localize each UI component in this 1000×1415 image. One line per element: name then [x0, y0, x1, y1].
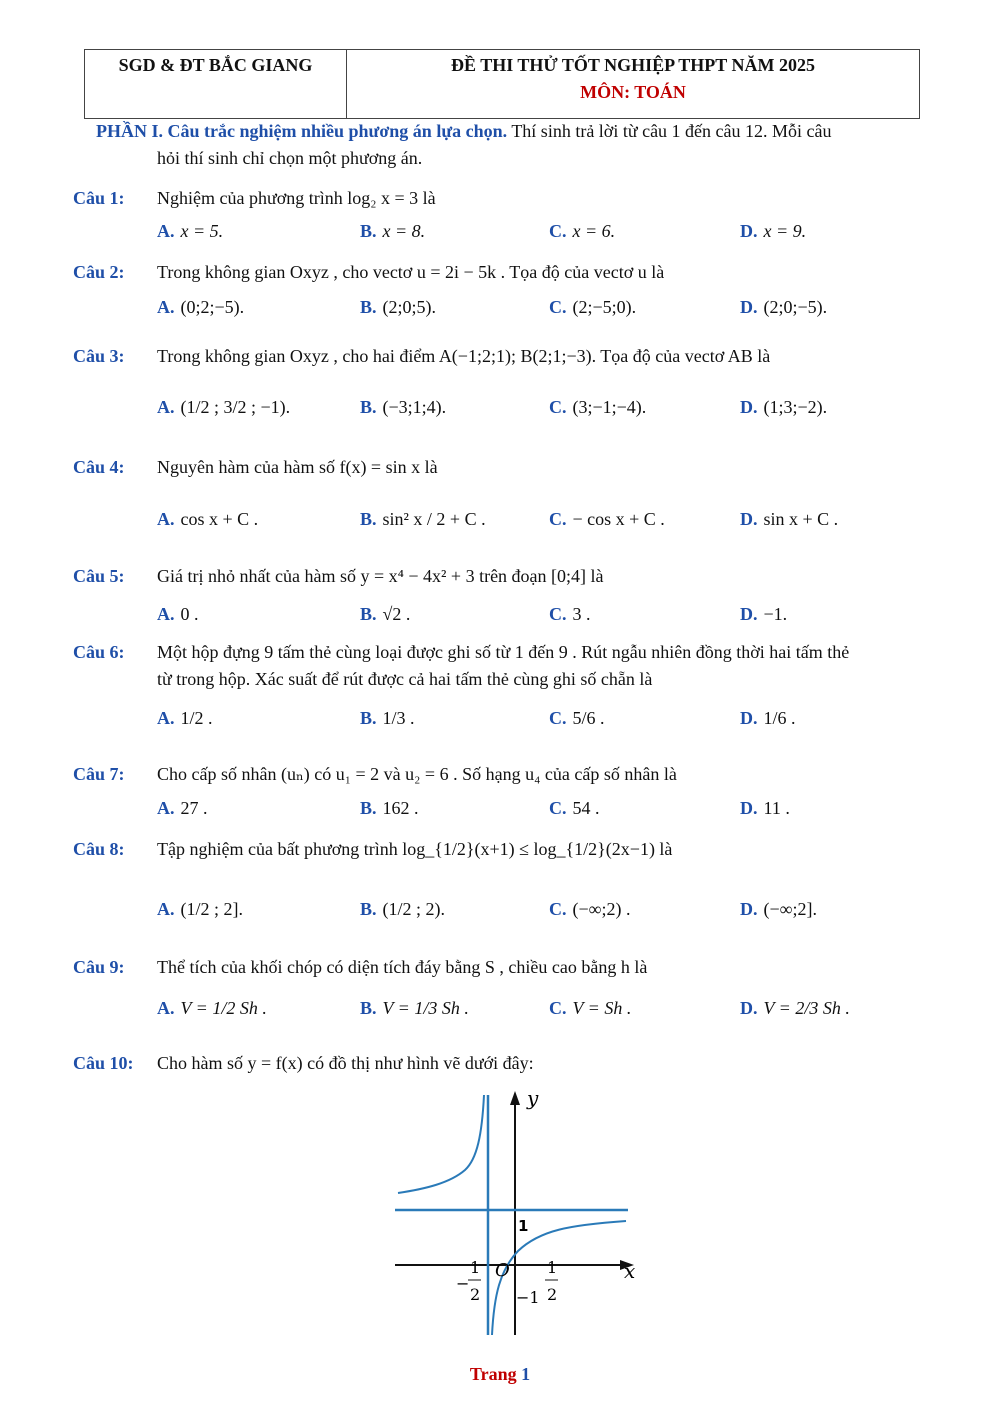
q6-number: Câu 6: — [73, 642, 125, 662]
q5-option-b: B. √2 . — [360, 604, 411, 624]
q4-option-d: D. sin x + C . — [740, 509, 839, 529]
q1-text: Nghiệm của phương trình log₂ x = 3 là — [157, 188, 436, 208]
q8-option-c: C. (−∞;2) . — [549, 899, 631, 919]
x-label: x — [624, 1259, 636, 1283]
minus-half-num: 1 — [470, 1258, 481, 1277]
q4-option-c: C. − cos x + C . — [549, 509, 665, 529]
q9-number: Câu 9: — [73, 957, 125, 977]
q9-option-d: D. V = 2/3 Sh . — [740, 998, 850, 1018]
origin-label: O — [495, 1260, 510, 1281]
q8-text: Tập nghiệm của bất phương trình log_{1/2}(x+1) ≤ log_{1/2}(2x−1) là — [157, 839, 673, 859]
q8-option-a: A. (1/2 ; 2]. — [157, 899, 243, 919]
q2-text: Trong không gian Oxyz , cho vectơ u = 2i − 5k . Tọa độ của vectơ u là — [157, 262, 665, 282]
q6-text2: từ trong hộp. Xác suất để rút được cả hai tấm thẻ cùng ghi số chẵn là — [157, 669, 653, 689]
page-word: Trang — [469, 1364, 517, 1384]
org-name: SGD & ĐT BẮC GIANG — [85, 50, 347, 118]
q6-option-d: D. 1/6 . — [740, 708, 796, 728]
q9-text: Thể tích của khối chóp có diện tích đáy bằng S , chiều cao bằng h là — [157, 957, 648, 977]
subject: MÔN: TOÁN — [580, 82, 686, 102]
q5-number: Câu 5: — [73, 566, 125, 586]
q2-option-d: D. (2;0;−5). — [740, 297, 828, 317]
q1-option-a: A. x = 5. — [157, 221, 224, 241]
y-axis-arrow — [510, 1091, 520, 1105]
q8-option-b: B. (1/2 ; 2). — [360, 899, 446, 919]
q10-number: Câu 10: — [73, 1053, 134, 1073]
q8-option-d: D. (−∞;2]. — [740, 899, 817, 919]
q7-text: Cho cấp số nhân (uₙ) có u₁ = 2 và u₂ = 6 . Số hạng u₄ của cấp số nhân là — [157, 764, 677, 784]
q1-number: Câu 1: — [73, 188, 125, 208]
minus-half-sign: − — [456, 1274, 470, 1293]
q4-number: Câu 4: — [73, 457, 125, 477]
q3-text: Trong không gian Oxyz , cho hai điểm A(−1;2;1); B(2;1;−3). Tọa độ của vectơ AB là — [157, 346, 771, 366]
part1-instr1: Thí sinh trả lời từ câu 1 đến câu 12. Mỗi câu — [507, 121, 832, 141]
q7-option-d: D. 11 . — [740, 798, 790, 818]
q3-option-b: B. (−3;1;4). — [360, 397, 447, 417]
half-num: 1 — [547, 1258, 558, 1277]
half-den: 2 — [547, 1285, 558, 1304]
page-number: 1 — [521, 1364, 531, 1384]
q8-number: Câu 8: — [73, 839, 125, 859]
function-graph — [380, 1085, 650, 1345]
q5-option-c: C. 3 . — [549, 604, 591, 624]
q1-option-c: C. x = 6. — [549, 221, 616, 241]
q7-option-a: A. 27 . — [157, 798, 208, 818]
q2-option-c: C. (2;−5;0). — [549, 297, 637, 317]
q4-option-b: B. sin² x / 2 + C . — [360, 509, 486, 529]
q1-option-b: B. x = 8. — [360, 221, 426, 241]
one-label: 1 — [518, 1217, 529, 1235]
q7-number: Câu 7: — [73, 764, 125, 784]
q4-text: Nguyên hàm của hàm số f(x) = sin x là — [157, 457, 438, 477]
left-branch — [398, 1095, 484, 1193]
page-footer — [0, 1364, 1000, 1385]
q3-option-c: C. (3;−1;−4). — [549, 397, 647, 417]
q9-option-c: C. V = Sh . — [549, 998, 632, 1018]
q4-option-a: A. cos x + C . — [157, 509, 259, 529]
q5-option-d: D. −1. — [740, 604, 788, 624]
part1-intro — [96, 121, 832, 142]
q2-number: Câu 2: — [73, 262, 125, 282]
q3-option-d: D. (1;3;−2). — [740, 397, 828, 417]
header-table — [84, 49, 920, 119]
exam-title-cell — [347, 50, 919, 123]
exam-title: ĐỀ THI THỬ TỐT NGHIỆP THPT NĂM 2025 — [451, 55, 815, 75]
q6-option-a: A. 1/2 . — [157, 708, 213, 728]
minus-one-label: −1 — [516, 1288, 540, 1307]
q9-option-b: B. V = 1/3 Sh . — [360, 998, 469, 1018]
q7-option-c: C. 54 . — [549, 798, 600, 818]
q3-option-a: A. (1/2 ; 3/2 ; −1). — [157, 397, 291, 417]
part1-instr2: hỏi thí sinh chỉ chọn một phương án. — [157, 148, 423, 168]
q6-option-b: B. 1/3 . — [360, 708, 415, 728]
part1-title: PHẦN I. Câu trắc nghiệm nhiều phương án lựa chọn. — [96, 121, 508, 141]
q5-option-a: A. 0 . — [157, 604, 199, 624]
q6-option-c: C. 5/6 . — [549, 708, 605, 728]
q2-option-b: B. (2;0;5). — [360, 297, 437, 317]
q7-option-b: B. 162 . — [360, 798, 419, 818]
minus-half-den: 2 — [470, 1285, 481, 1304]
q6-text: Một hộp đựng 9 tấm thẻ cùng loại được ghi số từ 1 đến 9 . Rút ngẫu nhiên đồng thời hai tấm thẻ — [157, 642, 850, 662]
right-branch — [492, 1221, 626, 1335]
q9-option-a: A. V = 1/2 Sh . — [157, 998, 267, 1018]
q2-option-a: A. (0;2;−5). — [157, 297, 245, 317]
q5-text: Giá trị nhỏ nhất của hàm số y = x⁴ − 4x² + 3 trên đoạn [0;4] là — [157, 566, 604, 586]
q1-option-d: D. x = 9. — [740, 221, 807, 241]
q3-number: Câu 3: — [73, 346, 125, 366]
y-label: y — [527, 1086, 539, 1110]
q10-text: Cho hàm số y = f(x) có đồ thị như hình vẽ dưới đây: — [157, 1053, 534, 1073]
